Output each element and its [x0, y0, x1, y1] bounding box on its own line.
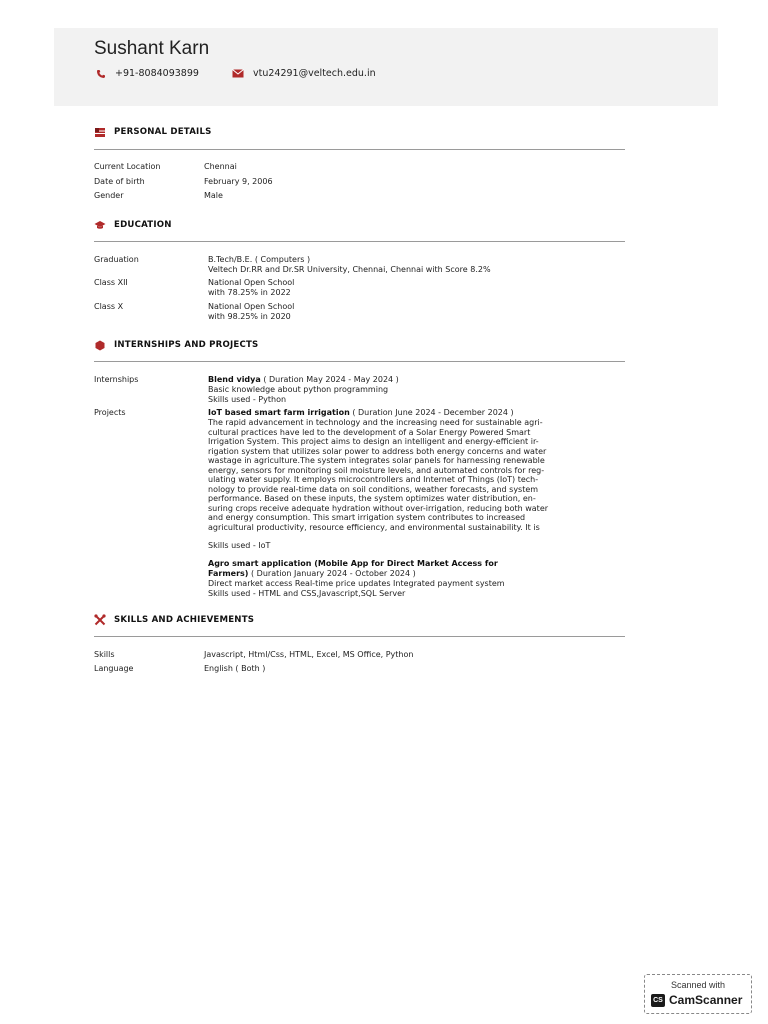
skill-label: Language: [94, 664, 134, 673]
email-address: vtu24291@veltech.edu.in: [253, 68, 376, 79]
detail-label: Gender: [94, 191, 124, 200]
project-title-line: [208, 559, 498, 569]
internship-skills: Skills used - Python: [208, 395, 287, 404]
internship-title: Blend vidya: [208, 375, 261, 384]
education-section: [94, 216, 625, 321]
internships-heading: [94, 336, 625, 354]
camscanner-name: CamScanner: [669, 993, 743, 1007]
section-divider: [94, 636, 625, 637]
project-title-cont: Farmers): [208, 569, 249, 578]
project-title-line: [208, 569, 416, 579]
candidate-name: Sushant Karn: [94, 38, 210, 59]
skills-heading: [94, 611, 625, 629]
resume-header: [54, 28, 718, 106]
flag-icon: [94, 127, 106, 138]
camscanner-watermark: [644, 974, 752, 1014]
school: National Open School: [208, 278, 295, 287]
section-divider: [94, 149, 625, 150]
education-label: Graduation: [94, 255, 139, 264]
graduation-cap-icon: [94, 220, 106, 230]
scanned-with-text: Scanned with: [670, 980, 726, 990]
institution: Veltech Dr.RR and Dr.SR University, Chennai, Chennai with Score 8.2%: [208, 265, 491, 274]
project-description: The rapid advancement in technology and the increasing need for sustainable agri- cultural practices have led to the development of a Solar Energy Powered Smart Irrigation System. This project aims to design an intelligent and energy-efficient ir- rigation system that utilizes solar power to address both energy concerns and water wastage in agriculture.The system integrates solar panels for harnessing renewable energy, sensors for monitoring soil moisture levels, and automated controls for reg- ulating water supply. It employs microcontrollers and Internet of Things (IoT) tech- nology to provide real-time data on soil conditions, weather forecasts, and system performance. Based on these inputs, the system optimizes water distribution, en- suring crops receive adequate hydration without over-irrigation, reducing both water and energy consumption. This smart irrigation system contributes to increased agricultural productivity, resource efficiency, and environmental sustainability. It is: [208, 418, 549, 532]
project-skills: Skills used - IoT: [208, 541, 271, 550]
phone-contact: [96, 68, 199, 79]
phone-icon: [96, 69, 106, 79]
school: National Open School: [208, 302, 295, 311]
detail-value: Male: [204, 191, 223, 200]
projects-label: Projects: [94, 408, 126, 417]
project-skills: Skills used - HTML and CSS,Javascript,SQL Server: [208, 589, 406, 598]
project-title: IoT based smart farm irrigation: [208, 408, 350, 417]
detail-label: Current Location: [94, 162, 161, 171]
project-duration: ( Duration June 2024 - December 2024 ): [349, 408, 514, 417]
score: with 98.25% in 2020: [208, 312, 291, 321]
personal-details-heading: [94, 123, 625, 141]
score: with 78.25% in 2022: [208, 288, 291, 297]
education-label: Class XII: [94, 278, 128, 287]
camscanner-logo: CS: [651, 994, 665, 1007]
education-heading: [94, 216, 625, 234]
degree: B.Tech/B.E. ( Computers ): [208, 255, 311, 264]
internship-title-line: [208, 375, 399, 385]
skill-value: English ( Both ): [204, 664, 266, 673]
section-divider: [94, 361, 625, 362]
detail-value: Chennai: [204, 162, 237, 171]
project-duration: ( Duration January 2024 - October 2024 ): [248, 569, 416, 578]
section-title: PERSONAL DETAILS: [114, 127, 212, 137]
education-label: Class X: [94, 302, 124, 311]
internships-label: Internships: [94, 375, 139, 384]
internship-description: Basic knowledge about python programming: [208, 385, 389, 394]
skill-label: Skills: [94, 650, 115, 659]
internships-projects-section: [94, 336, 625, 598]
section-title: EDUCATION: [114, 220, 172, 230]
personal-details-section: [94, 123, 625, 200]
section-title: SKILLS AND ACHIEVEMENTS: [114, 615, 255, 625]
project-title-line: [208, 408, 514, 418]
detail-value: February 9, 2006: [204, 177, 273, 186]
section-title: INTERNSHIPS AND PROJECTS: [114, 340, 259, 350]
project-title: Agro smart application (Mobile App for Direct Market Access for: [208, 559, 498, 568]
skill-value: Javascript, Html/Css, HTML, Excel, MS Office, Python: [204, 650, 414, 659]
envelope-icon: [232, 69, 244, 78]
skills-section: [94, 611, 625, 673]
phone-number: +91-8084093899: [115, 68, 199, 79]
email-contact: [232, 68, 376, 79]
tools-icon: [94, 614, 106, 626]
section-divider: [94, 241, 625, 242]
detail-label: Date of birth: [94, 177, 145, 186]
badge-icon: [94, 340, 106, 351]
project-description: Direct market access Real-time price updates Integrated payment system: [208, 579, 505, 588]
internship-duration: ( Duration May 2024 - May 2024 ): [260, 375, 399, 384]
